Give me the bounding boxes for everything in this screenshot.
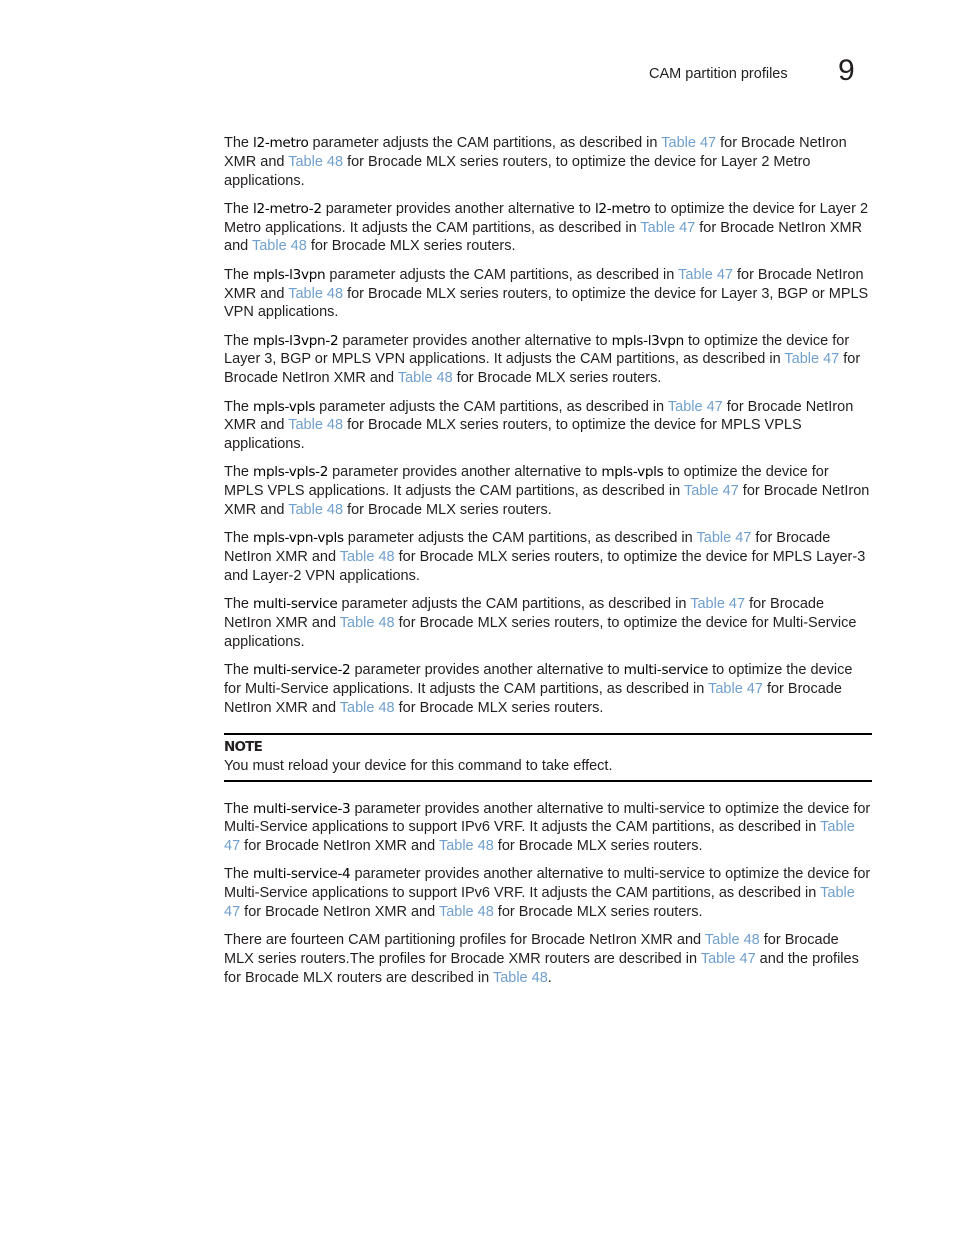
table-link[interactable]: Table 47 xyxy=(696,530,752,547)
table-link[interactable]: Table 48 xyxy=(339,549,395,566)
body-paragraph xyxy=(224,200,872,256)
text-run: for Brocade NetIron XMR and xyxy=(224,219,863,255)
text-run: for Brocade MLX series routers, to optimize the device for MPLS VPLS applications. xyxy=(224,417,802,453)
parameter-keyword: l2-metro xyxy=(253,135,309,151)
text-run: . xyxy=(547,969,552,986)
table-link[interactable]: Table 48 xyxy=(339,615,395,632)
text-run: The xyxy=(224,800,254,817)
table-link[interactable]: Table 48 xyxy=(438,838,494,855)
text-run: to optimize the device for MPLS VPLS applications. It adjusts the CAM partitions, as described in xyxy=(224,464,829,500)
text-run: parameter provides another alternative to xyxy=(338,332,612,349)
chapter-number: 9 xyxy=(838,54,855,87)
text-run: for Brocade NetIron XMR and xyxy=(240,904,439,920)
text-run: The xyxy=(224,464,254,481)
body-paragraph xyxy=(224,463,872,519)
parameter-keyword: multi-service xyxy=(623,662,709,679)
text-run: for Brocade NetIron XMR and xyxy=(224,596,825,632)
text-run: for Brocade MLX series routers, to optimize the device for MPLS Layer-3 and Layer-2 VPN applications. xyxy=(224,549,866,584)
text-run: parameter provides another alternative to xyxy=(328,464,602,481)
text-run: for Brocade NetIron XMR and xyxy=(224,266,864,302)
table-link[interactable]: Table 48 xyxy=(438,904,494,920)
body-paragraph xyxy=(224,800,872,856)
table-link[interactable]: Table 47 xyxy=(700,951,756,968)
text-run: for Brocade NetIron XMR and xyxy=(224,483,870,519)
text-run: The xyxy=(224,332,254,349)
table-link[interactable]: Table 48 xyxy=(339,699,395,716)
table-link[interactable]: Table 47 xyxy=(678,266,733,283)
text-run: parameter adjusts the CAM partitions, as described in xyxy=(308,135,662,151)
text-run: parameter adjusts the CAM partitions, as described in xyxy=(315,398,668,415)
text-run: for Brocade MLX series routers. xyxy=(343,502,552,519)
text-run: for Brocade MLX series routers. xyxy=(306,238,516,255)
text-run: for Brocade MLX series routers.The profiles for Brocade XMR routers are described in xyxy=(224,932,839,968)
table-link[interactable]: Table 48 xyxy=(288,285,344,302)
body-paragraph xyxy=(224,529,872,585)
note-box xyxy=(224,733,872,782)
body-paragraph xyxy=(224,134,872,190)
text-run: for Brocade NetIron XMR and xyxy=(224,680,842,716)
parameter-keyword: multi-service-3 xyxy=(253,800,351,817)
table-link[interactable]: Table 48 xyxy=(704,932,760,949)
text-run: parameter provides another alternative to multi-service to optimize the device for Multi-Service applications to support IPv6 VRF. It adjusts the CAM partitions, as described in xyxy=(224,800,871,836)
table-link[interactable]: Table 47 xyxy=(224,885,855,920)
paragraphs-after-note xyxy=(224,800,872,988)
parameter-keyword: mpls-vpls xyxy=(253,398,316,415)
text-run: for Brocade NetIron XMR and xyxy=(240,838,439,855)
table-link[interactable]: Table 48 xyxy=(492,969,548,986)
body-paragraph xyxy=(224,332,872,388)
parameter-keyword: multi-service-4 xyxy=(253,866,351,883)
table-link[interactable]: Table 47 xyxy=(667,398,723,415)
table-link[interactable]: Table 47 xyxy=(708,680,763,697)
text-run: for Brocade NetIron XMR and xyxy=(224,398,854,434)
note-text: You must reload your device for this command to take effect. xyxy=(224,757,613,774)
parameter-keyword: mpls-vpls-2 xyxy=(253,464,329,481)
text-run: The xyxy=(224,135,254,151)
body-paragraph xyxy=(224,595,872,651)
page-body xyxy=(224,134,872,997)
table-link[interactable]: Table 47 xyxy=(224,819,855,855)
text-run: for Brocade MLX series routers. xyxy=(394,699,604,716)
parameter-keyword: l2-metro xyxy=(594,200,651,217)
table-link[interactable]: Table 48 xyxy=(288,153,344,170)
table-link[interactable]: Table 48 xyxy=(397,370,453,387)
text-run: for Brocade MLX series routers. xyxy=(493,904,703,920)
parameter-keyword: l2-metro-2 xyxy=(253,200,322,217)
text-run: for Brocade NetIron XMR and xyxy=(224,530,831,566)
text-run: There are fourteen CAM partitioning profiles for Brocade NetIron XMR and xyxy=(224,932,705,949)
parameter-keyword: multi-service xyxy=(253,596,338,613)
text-run: for Brocade MLX series routers, to optimize the device for Multi-Service applications. xyxy=(224,615,857,650)
body-paragraph xyxy=(224,661,872,717)
text-run: parameter provides another alternative to multi-service to optimize the device for Multi-Service applications to support IPv6 VRF. It adjusts the CAM partitions, as described in xyxy=(224,866,871,902)
text-run: to optimize the device for Multi-Service applications. It adjusts the CAM partitions, as described in xyxy=(224,662,853,697)
text-run: for Brocade NetIron XMR and xyxy=(224,351,861,387)
text-run: The xyxy=(224,200,254,217)
parameter-keyword: mpls-vpn-vpls xyxy=(253,530,344,547)
table-link[interactable]: Table 47 xyxy=(640,219,696,236)
note-label: NOTE xyxy=(224,738,263,755)
parameter-keyword: mpls-l3vpn xyxy=(253,266,326,283)
text-run: parameter adjusts the CAM partitions, as described in xyxy=(337,596,691,613)
text-run: parameter adjusts the CAM partitions, as described in xyxy=(343,530,697,547)
table-link[interactable]: Table 47 xyxy=(690,596,746,613)
text-run: for Brocade MLX series routers, to optimize the device for Layer 3, BGP or MPLS VPN applications. xyxy=(224,285,869,321)
body-paragraph xyxy=(224,266,872,322)
text-run: The xyxy=(224,530,254,547)
text-run: parameter adjusts the CAM partitions, as described in xyxy=(325,266,679,283)
parameter-keyword: mpls-l3vpn-2 xyxy=(253,332,339,349)
text-run: for Brocade MLX series routers. xyxy=(452,370,662,387)
table-link[interactable]: Table 48 xyxy=(288,502,344,519)
text-run: The xyxy=(224,866,254,883)
parameter-keyword: multi-service-2 xyxy=(253,662,351,679)
text-run: to optimize the device for Layer 3, BGP or MPLS VPN applications. It adjusts the CAM partitions, as described in xyxy=(224,332,850,368)
table-link[interactable]: Table 47 xyxy=(683,483,739,500)
text-run: parameter provides another alternative to xyxy=(321,200,595,217)
text-run: for Brocade MLX series routers, to optimize the device for Layer 2 Metro applications. xyxy=(224,153,811,189)
text-run: The xyxy=(224,662,254,679)
text-run: to optimize the device for Layer 2 Metro applications. It adjusts the CAM partitions, as described in xyxy=(224,200,869,236)
text-run: for Brocade MLX series routers. xyxy=(493,838,703,855)
text-run: The xyxy=(224,266,254,283)
table-link[interactable]: Table 47 xyxy=(784,351,840,368)
text-run: The xyxy=(224,398,254,415)
parameter-keyword: mpls-l3vpn xyxy=(611,332,684,349)
body-paragraph xyxy=(224,865,872,921)
text-run: and the profiles for Brocade MLX routers are described in xyxy=(224,951,859,986)
table-link[interactable]: Table 48 xyxy=(288,417,344,434)
text-run: for Brocade NetIron XMR and xyxy=(224,135,847,170)
table-link[interactable]: Table 47 xyxy=(661,135,717,151)
body-paragraph xyxy=(224,931,872,987)
paragraphs-before-note xyxy=(224,134,872,718)
text-run: parameter provides another alternative to xyxy=(350,662,624,679)
table-link[interactable]: Table 48 xyxy=(251,238,307,255)
parameter-keyword: mpls-vpls xyxy=(601,464,664,481)
running-header-title: CAM partition profiles xyxy=(649,66,788,82)
text-run: The xyxy=(224,596,254,613)
body-paragraph xyxy=(224,398,872,454)
